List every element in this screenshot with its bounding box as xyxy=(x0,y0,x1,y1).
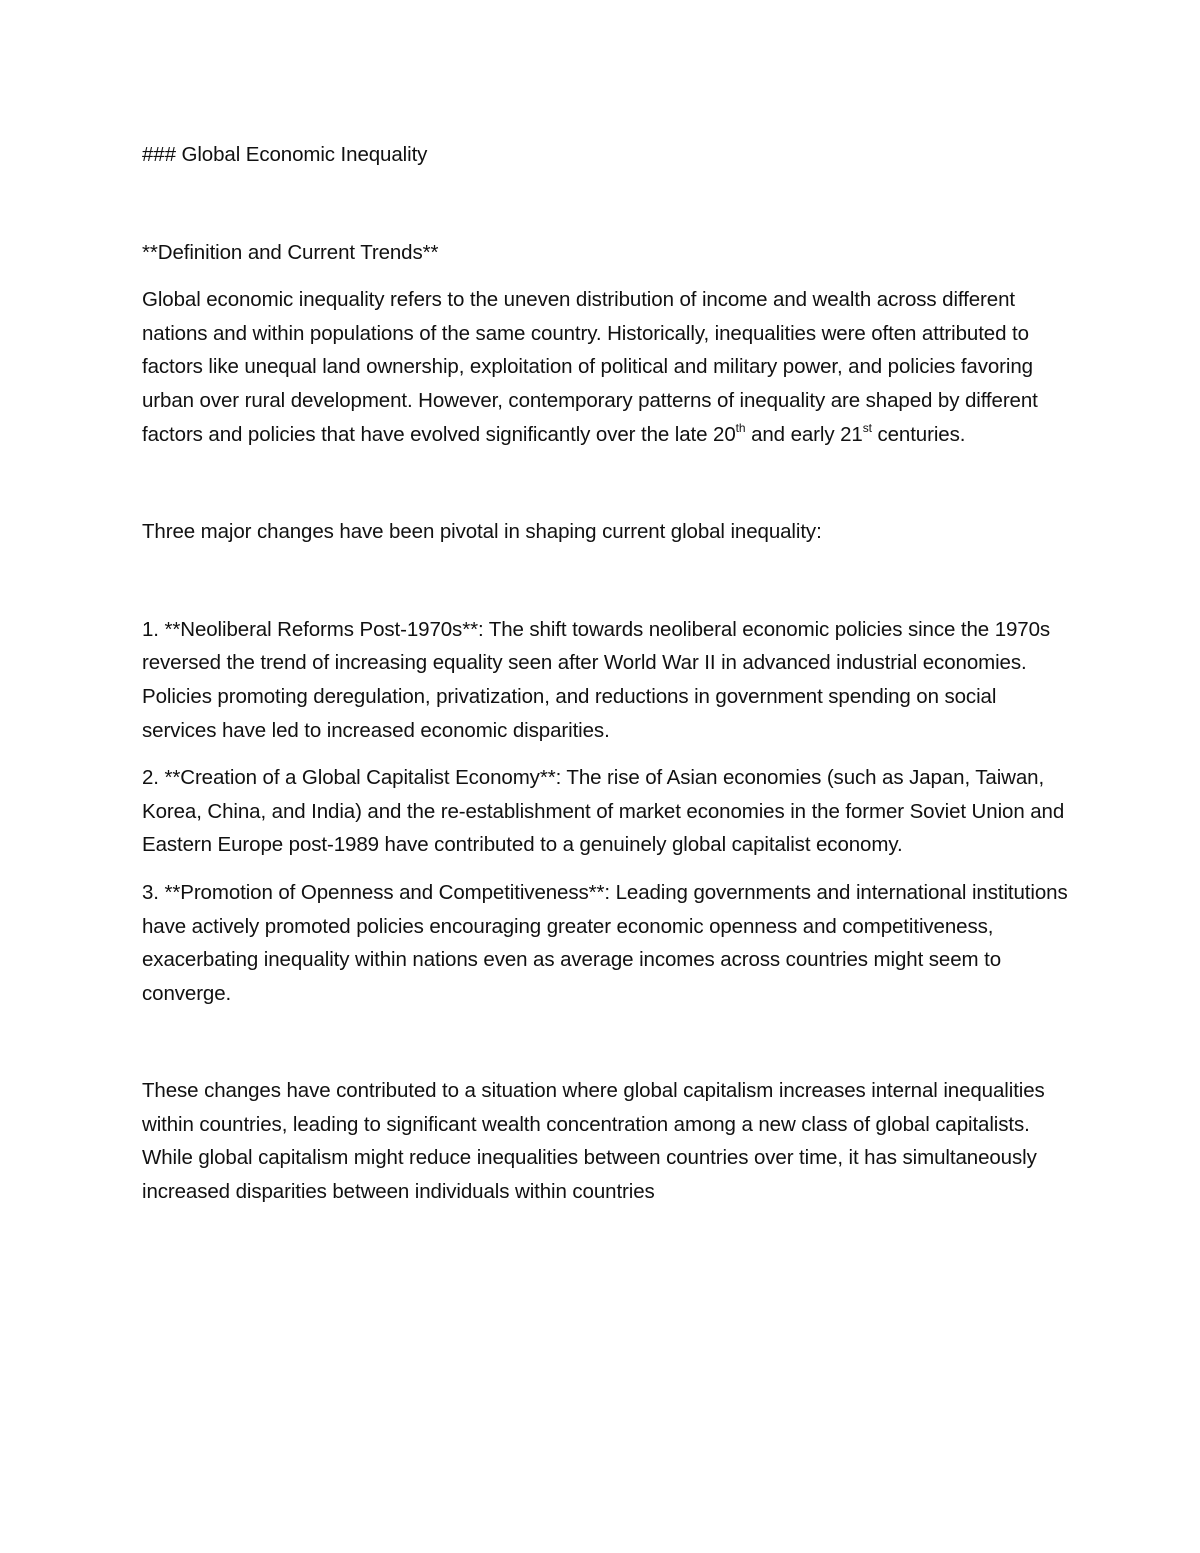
definition-text-middle: and early 21 xyxy=(745,422,863,446)
definition-paragraph xyxy=(142,283,1072,451)
definition-text: Global economic inequality refers to the uneven distribution of income and wealth across different nations and within populations of the same country. Historically, inequalities were often attributed to factors like unequal land ownership, exploitation of political and military power, and policies favoring urban over rural development. However, contemporary patterns of inequality are shaped by different factors and policies that have evolved significantly over the late 20 xyxy=(142,288,1038,446)
section-subheading: **Definition and Current Trends** xyxy=(142,240,439,264)
list-item-neoliberal-reforms: 1. **Neoliberal Reforms Post-1970s**: The shift towards neoliberal economic policies since the 1970s reversed the trend of increasing equality seen after World War II in advanced industrial economies. Policies promoting deregulation, privatization, and reductions in government spending on social services have led to increased economic disparities. xyxy=(142,617,1051,742)
document-body xyxy=(142,138,1072,1209)
list-item-openness-competitiveness: 3. **Promotion of Openness and Competitiveness**: Leading governments and international institutions have actively promoted policies encouraging greater economic openness and competitiveness, exacerbating inequality within nations even as average incomes across countries might seem to converge. xyxy=(142,880,1068,1005)
document-heading: ### Global Economic Inequality xyxy=(142,143,428,166)
list-intro: Three major changes have been pivotal in shaping current global inequality: xyxy=(142,520,822,544)
superscript-th: th xyxy=(735,420,746,435)
definition-text-end: centuries. xyxy=(871,422,966,446)
list-item-global-capitalist-economy: 2. **Creation of a Global Capitalist Economy**: The rise of Asian economies (such as Japan, Taiwan, Korea, China, and India) and the re-establishment of market economies in the former Soviet Union and Eastern Europe post-1989 have contributed to a genuinely global capitalist economy. xyxy=(142,766,1065,857)
superscript-st: st xyxy=(862,420,872,435)
conclusion-paragraph: These changes have contributed to a situation where global capitalism increases internal inequalities within countries, leading to significant wealth concentration among a new class of global capitalists. While global capitalism might reduce inequalities between countries over time, it has simultaneously increased disparities between individuals within countries xyxy=(142,1079,1045,1204)
